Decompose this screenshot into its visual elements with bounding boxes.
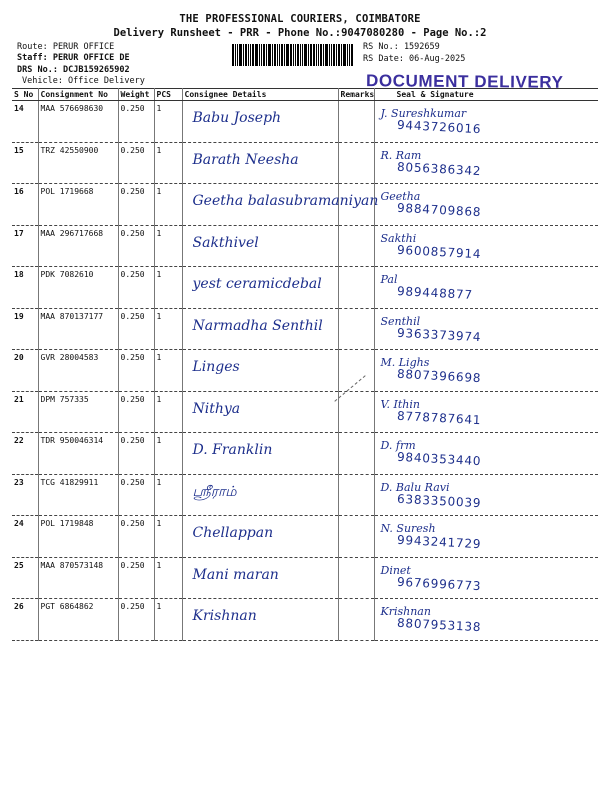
table-row bbox=[12, 599, 598, 641]
row-consignment-no: TRZ 42550900 bbox=[38, 142, 118, 184]
row-pcs: 1 bbox=[154, 101, 182, 143]
row-seal-signature bbox=[374, 184, 598, 226]
receiver-phone: 8778787641 bbox=[396, 408, 482, 427]
barcode bbox=[232, 44, 356, 66]
row-consignee bbox=[182, 391, 338, 433]
col-remarks: Remarks bbox=[338, 89, 374, 101]
row-consignment-no: MAA 870573148 bbox=[38, 557, 118, 599]
receiver-phone: 9363373974 bbox=[396, 325, 482, 344]
row-consignment-no: MAA 576698630 bbox=[38, 101, 118, 143]
row-seal-signature bbox=[374, 557, 598, 599]
signature-handwriting: Geetha bbox=[380, 190, 421, 203]
row-sno: 19 bbox=[12, 308, 38, 350]
row-remarks bbox=[338, 142, 374, 184]
row-weight: 0.250 bbox=[118, 350, 154, 392]
receiver-phone: 9676996773 bbox=[396, 574, 482, 593]
row-seal-signature bbox=[374, 308, 598, 350]
row-consignment-no: GVR 28004583 bbox=[38, 350, 118, 392]
row-consignment-no: POL 1719668 bbox=[38, 184, 118, 226]
row-consignment-no: PDK 7082610 bbox=[38, 267, 118, 309]
signature-handwriting: J. Sureshkumar bbox=[380, 107, 467, 120]
table-row bbox=[12, 184, 598, 226]
row-sno: 24 bbox=[12, 516, 38, 558]
signature-handwriting: N. Suresh bbox=[380, 522, 436, 535]
row-pcs: 1 bbox=[154, 557, 182, 599]
receiver-phone: 989448877 bbox=[396, 284, 473, 302]
consignee-handwriting: Linges bbox=[192, 359, 240, 375]
row-weight: 0.250 bbox=[118, 474, 154, 516]
row-consignee bbox=[182, 557, 338, 599]
row-pcs: 1 bbox=[154, 308, 182, 350]
row-seal-signature bbox=[374, 516, 598, 558]
row-sno: 22 bbox=[12, 433, 38, 475]
table-row bbox=[12, 433, 598, 475]
consignee-handwriting: Barath Neesha bbox=[192, 151, 299, 168]
table-row bbox=[12, 350, 598, 392]
row-consignee bbox=[182, 308, 338, 350]
row-weight: 0.250 bbox=[118, 225, 154, 267]
row-weight: 0.250 bbox=[118, 184, 154, 226]
row-consignee bbox=[182, 516, 338, 558]
row-pcs: 1 bbox=[154, 599, 182, 641]
row-weight: 0.250 bbox=[118, 557, 154, 599]
row-seal-signature bbox=[374, 350, 598, 392]
row-seal-signature bbox=[374, 101, 598, 143]
consignee-handwriting: Mani maran bbox=[192, 566, 279, 583]
row-sno: 15 bbox=[12, 142, 38, 184]
row-remarks bbox=[338, 308, 374, 350]
row-remarks bbox=[338, 599, 374, 641]
rs-date: RS Date: 06-Aug-2025 bbox=[363, 54, 466, 64]
signature-handwriting: Sakthi bbox=[380, 231, 417, 245]
row-weight: 0.250 bbox=[118, 433, 154, 475]
receiver-phone: 8807396698 bbox=[396, 366, 482, 386]
row-sno: 23 bbox=[12, 474, 38, 516]
row-consignee bbox=[182, 433, 338, 475]
row-sno: 26 bbox=[12, 599, 38, 641]
table-row bbox=[12, 391, 598, 433]
signature-handwriting: Senthil bbox=[380, 314, 421, 328]
row-sno: 25 bbox=[12, 557, 38, 599]
row-pcs: 1 bbox=[154, 142, 182, 184]
row-remarks bbox=[338, 101, 374, 143]
route-label: Route: PERUR OFFICE bbox=[17, 42, 115, 52]
table-row bbox=[12, 308, 598, 350]
row-remarks bbox=[338, 474, 374, 516]
consignee-handwriting: ஸ்ரீராம் bbox=[192, 483, 237, 500]
row-consignee bbox=[182, 474, 338, 516]
consignee-handwriting: D. Franklin bbox=[192, 442, 273, 458]
receiver-phone: 9840353440 bbox=[396, 449, 482, 469]
staff-label: Staff: PERUR OFFICE DE bbox=[17, 53, 130, 63]
row-remarks bbox=[338, 557, 374, 599]
signature-handwriting: R. Ram bbox=[380, 148, 422, 162]
row-weight: 0.250 bbox=[118, 599, 154, 641]
row-consignment-no: MAA 870137177 bbox=[38, 308, 118, 350]
row-consignee bbox=[182, 350, 338, 392]
col-pcs: PCS bbox=[154, 89, 182, 101]
row-sno: 14 bbox=[12, 101, 38, 143]
company-name: THE PROFESSIONAL COURIERS, COIMBATORE bbox=[179, 13, 421, 25]
row-pcs: 1 bbox=[154, 516, 182, 558]
row-seal-signature bbox=[374, 225, 598, 267]
row-sno: 20 bbox=[12, 350, 38, 392]
drs-number: DRS No.: DCJB159265902 bbox=[17, 65, 130, 75]
row-consignment-no: TCG 41829911 bbox=[38, 474, 118, 516]
consignee-handwriting: Sakthivel bbox=[192, 234, 259, 251]
row-weight: 0.250 bbox=[118, 142, 154, 184]
col-consignee: Consignee Details bbox=[182, 89, 338, 101]
row-seal-signature bbox=[374, 267, 598, 309]
row-remarks bbox=[338, 184, 374, 226]
row-remarks bbox=[338, 350, 374, 392]
row-pcs: 1 bbox=[154, 267, 182, 309]
row-consignment-no: PGT 6864862 bbox=[38, 599, 118, 641]
row-pcs: 1 bbox=[154, 225, 182, 267]
row-sno: 16 bbox=[12, 184, 38, 226]
row-seal-signature bbox=[374, 391, 598, 433]
row-weight: 0.250 bbox=[118, 391, 154, 433]
row-weight: 0.250 bbox=[118, 101, 154, 143]
table-row bbox=[12, 516, 598, 558]
row-consignment-no: DPM 757335 bbox=[38, 391, 118, 433]
row-consignee bbox=[182, 225, 338, 267]
receiver-phone: 9884709868 bbox=[396, 200, 482, 220]
row-pcs: 1 bbox=[154, 474, 182, 516]
signature-handwriting: M. Lighs bbox=[380, 356, 430, 369]
consignee-handwriting: Narmadha Senthil bbox=[192, 317, 323, 334]
row-consignment-no: TDR 950046314 bbox=[38, 433, 118, 475]
table-row bbox=[12, 142, 598, 184]
row-seal-signature bbox=[374, 433, 598, 475]
row-consignee bbox=[182, 599, 338, 641]
row-weight: 0.250 bbox=[118, 308, 154, 350]
row-remarks bbox=[338, 267, 374, 309]
row-consignment-no: POL 1719848 bbox=[38, 516, 118, 558]
table-row bbox=[12, 101, 598, 143]
row-seal-signature bbox=[374, 142, 598, 184]
row-pcs: 1 bbox=[154, 184, 182, 226]
runsheet-table bbox=[12, 88, 598, 641]
consignee-handwriting: Nithya bbox=[192, 400, 241, 417]
row-sno: 18 bbox=[12, 267, 38, 309]
row-remarks bbox=[338, 433, 374, 475]
row-remarks bbox=[338, 391, 374, 433]
row-seal-signature bbox=[374, 474, 598, 516]
col-weight: Weight bbox=[118, 89, 154, 101]
row-sno: 21 bbox=[12, 391, 38, 433]
consignee-handwriting: Krishnan bbox=[192, 608, 257, 624]
table-row bbox=[12, 557, 598, 599]
table-row bbox=[12, 474, 598, 516]
receiver-phone: 8056386342 bbox=[396, 159, 482, 178]
row-pcs: 1 bbox=[154, 350, 182, 392]
consignee-handwriting: Geetha balasubramaniyan bbox=[192, 193, 379, 209]
row-pcs: 1 bbox=[154, 391, 182, 433]
rs-number: RS No.: 1592659 bbox=[363, 42, 440, 52]
row-sno: 17 bbox=[12, 225, 38, 267]
receiver-phone: 9600857914 bbox=[396, 242, 482, 261]
document-delivery-stamp: DOCUMENT DELIVERY bbox=[365, 71, 564, 92]
row-consignee bbox=[182, 142, 338, 184]
signature-handwriting: Pal bbox=[380, 273, 398, 286]
row-seal-signature bbox=[374, 599, 598, 641]
row-consignee bbox=[182, 184, 379, 226]
signature-handwriting: D. Balu Ravi bbox=[380, 480, 450, 494]
receiver-phone: 9943241729 bbox=[396, 532, 482, 552]
consignee-handwriting: Babu Joseph bbox=[192, 110, 282, 126]
consignee-handwriting: yest ceramicdebal bbox=[192, 276, 322, 292]
row-consignment-no: MAA 296717668 bbox=[38, 225, 118, 267]
row-remarks bbox=[338, 225, 374, 267]
signature-handwriting: Krishnan bbox=[380, 605, 431, 618]
receiver-phone: 8807953138 bbox=[396, 615, 482, 635]
table-header-row bbox=[12, 89, 598, 101]
vehicle-label: Vehicle: Office Delivery bbox=[22, 76, 145, 86]
col-consignment: Consignment No bbox=[38, 89, 118, 101]
receiver-phone: 6383350039 bbox=[396, 491, 482, 510]
signature-handwriting: Dinet bbox=[380, 563, 411, 577]
col-signature: Seal & Signature bbox=[374, 89, 598, 101]
row-remarks bbox=[338, 516, 374, 558]
signature-handwriting: D. frm bbox=[380, 439, 416, 452]
row-consignee bbox=[182, 267, 338, 309]
receiver-phone: 9443726016 bbox=[396, 117, 482, 137]
consignee-handwriting: Chellappan bbox=[192, 525, 274, 541]
row-weight: 0.250 bbox=[118, 267, 154, 309]
runsheet-subtitle: Delivery Runsheet - PRR - Phone No.:9047080280 - Page No.:2 bbox=[113, 27, 487, 39]
table-row bbox=[12, 267, 598, 309]
row-weight: 0.250 bbox=[118, 516, 154, 558]
row-consignee bbox=[182, 101, 338, 143]
table-row bbox=[12, 225, 598, 267]
col-sno: S No bbox=[12, 89, 38, 101]
signature-handwriting: V. Ithin bbox=[380, 397, 420, 411]
row-pcs: 1 bbox=[154, 433, 182, 475]
